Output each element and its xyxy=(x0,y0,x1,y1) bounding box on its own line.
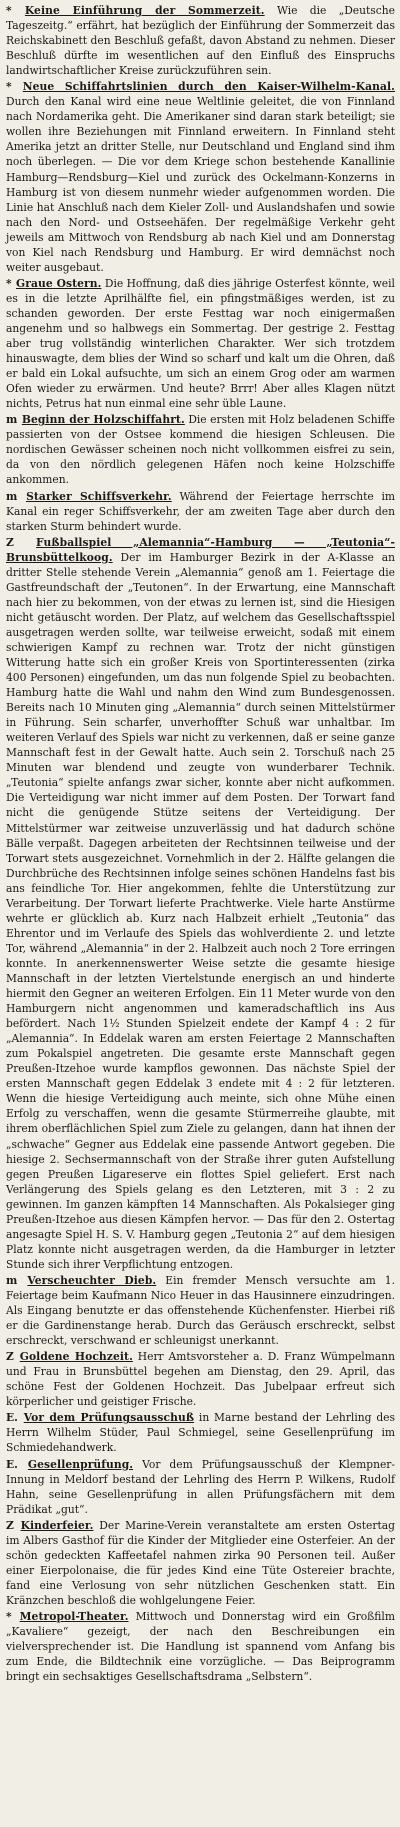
item-headline: Verscheuchter Dieb. xyxy=(27,1273,157,1287)
item-body: Durch den Kanal wird eine neue Weltlinie geleitet, die von Finnland nach Nordamerika geht. Die Amerikaner sind daran stark beteiligt; sie wollen ihre Beziehungen mit Finnland erweitern. In Finnland steht Amerika jetzt an dritter Stelle, nur Deutschland und England sind ihm noch überlegen. — Die vor dem Kriege schon bestehende Kanallinie Hamburg—Rendsburg—Kiel und zurück des Ockelmann-Konzerns in Hamburg ist von diesem nunmehr wieder aufgenommen worden. Die Linie hat Anschluß nach dem Kieler Zoll- und Auslandshafen und sowie nach den Nord- und Ostseehäfen. Der regelmäßige Verkehr geht jeweils am Mittwoch von Rendsburg ab nach Kiel und am Donnerstag von Kiel nach Rendsburg und Hamburg. Er wird demnächst noch weiter ausgebaut. xyxy=(6,95,395,274)
item-marker: m xyxy=(6,489,18,503)
news-item xyxy=(6,79,395,275)
item-marker: m xyxy=(6,1273,18,1287)
item-body: Der im Hamburger Bezirk in der A-Klasse an dritter Stelle stehende Verein „Alemannia“ genoß am 1. Feiertage die Gastfreundschaft der „Teutonen“. In der Erwartung, eine Mannschaft nach hier zu bekommen, von der etwas zu lernen ist, sind die Hiesigen nicht getäuscht worden. Der Platz, auf welchem das Gesellschaftsspiel ausgetragen werden sollte, war teilweise erweicht, sodaß mit einem schwierigen Kampf zu rechnen war. Trotz der nicht günstigen Witterung hatte sich ein großer Kreis von Sportinteressenten (zirka 400 Personen) eingefunden, um das nun folgende Spiel zu beobachten. Hamburg hatte die Wahl und nahm den Wind zum Bundesgenossen. Bereits nach 10 Minuten ging „Alemannia“ durch seinen Mittelstürmer in Führung. Sein scharfer, unverhoffter Schuß war unhaltbar. Im weiteren Verlauf des Spiels war nicht zu verkennen, daß er seine ganze Mannschaft fest in der Gewalt hatte. Auch sein 2. Torschuß nach 25 Minuten war blendend und zeugte von wunderbarer Technik. „Teutonia“ spielte anfangs zwar sicher, konnte aber nicht aufkommen. Die Verteidigung war nicht immer auf dem Posten. Der Torwart fand nicht die genügende Stütze seitens der Verteidigung. Der Mittelstürmer war zeitweise unzuverlässig und hat dadurch schöne Bälle verpaßt. Dagegen arbeiteten der Rechtsinnen teilweise und der Torwart stets ausgezeichnet. Vornehmlich in der 2. Hälfte gelangen die Durchbrüche des Rechtsinnen infolge seines schönen Handelns fast bis ans feindliche Tor. Hier angekommen, fehlte die Unterstützung zur Verarbeitung. Der Torwart lieferte Prachtwerke. Viele harte Anstürme wehrte er glücklich ab. Kurz nach Halbzeit erhielt „Teutonia“ das Ehrentor und im Verlaufe des Spiels das wohlverdiente 2. und letzte Tor, während „Alemannia“ in der 2. Halbzeit auch noch 2 Tore erringen konnte. In anerkennenswerter Weise setzte die gesamte hiesige Mannschaft in der letzten Viertelstunde energisch an und hinderte hiermit den Gegner an weiteren Erfolgen. Ein 11 Meter wurde von den Hamburgern nicht angenommen und kameradschaftlich ins Aus befördert. Nach 1½ Stunden Spielzeit endete der Kampf 4 : 2 für „Alemannia“. In Eddelak waren am ersten Feiertage 2 Mannschaften zum Pokalspiel angetreten. Die gesamte erste Mannschaft gegen Preußen-Itzehoe wurde kampflos gewonnen. Das nächste Spiel der ersten Mannschaft gegen Eddelak 3 endete mit 4 : 2 für letzteren. Wenn die hiesige Verteidigung auch meinte, sich ohne Mühe einen Erfolg zu verschaffen, wenn die gesamte Stürmerreihe glaubte, mit ihrem oberflächlichen Spiel zum Ziele zu gelangen, dann hat ihnen der „schwache“ Gegner aus Eddelak eine passende Antwort gegeben. Die hiesige 2. Sechsermannschaft von der Straße ihrer guten Aufstellung gegen Preußen Ligareserve ein flottes Spiel geliefert. Erst nach Verlängerung des Spiels gelang es den Letzteren, mit 3 : 2 zu gewinnen. Im ganzen kämpften 14 Mannschaften. Als Pokalsieger ging Preußen-Itzehoe aus diesen Kämpfen hervor. — Das für den 2. Ostertag angesagte Spiel H. S. V. Hamburg gegen „Teutonia 2“ auf dem hiesigen Platz konnte nicht ausgetragen werden, da die Hamburger in letzter Stunde sich ihrer Verpflichtung entzogen. xyxy=(6,550,395,1271)
item-body: Wie die „Deutsche Tageszeitg.“ erfährt, hat bezüglich der Einführung der Sommerzeit das Reichskabinett den Beschluß gefaßt, davon Abstand zu nehmen. Dieser Beschluß dürfte im wesentlichen auf den Einfluß des Einspruchs landwirtschaftlicher Kreise zurückzuführen sein. xyxy=(6,4,395,78)
item-body: Während der Feiertage herrschte im Kanal ein reger Schiffsverkehr, der am zweiten Tage aber durch den starken Sturm behindert wurde. xyxy=(6,489,395,533)
item-headline: Starker Schiffsverkehr. xyxy=(26,489,172,503)
item-marker: m xyxy=(6,413,18,427)
item-marker: * xyxy=(6,1609,12,1623)
item-headline: Gesellenprüfung. xyxy=(27,1457,134,1471)
news-item xyxy=(6,535,395,1272)
item-headline: Neue Schiffahrtslinien durch den Kaiser-Wilhelm-Kanal. xyxy=(22,80,395,94)
item-body: Mittwoch und Donnerstag wird ein Großfilm „Kavaliere“ gezeigt, der nach den Beschreibungen ein vielversprechender ist. Die Handlung ist spannend vom Anfang bis zum Ende, die Bildtechnik eine vorzügliche. — Das Beiprogramm bringt ein sechsaktiges Gesellschaftsdrama „Selbstern“. xyxy=(6,1609,395,1684)
item-body: Ein fremder Mensch versuchte am 1. Feiertage beim Kaufmann Nico Heuer in das Hausinnere einzudringen. Als Eingang benutzte er das offenstehende Küchenfenster. Hierbei riß er die Gardinenstange herab. Durch das Geräusch erschreckt, selbst erschreckt, verschwand er schleunigst unerkannt. xyxy=(6,1273,395,1348)
item-body: Die Hoffnung, daß dies jährige Osterfest könnte, weil es in die letzte Aprilhälfte fiel, ein pfingstmäßiges werden, ist zu schanden geworden. Der erste Festtag war noch einigermaßen angenehm und so halbwegs ein Sommertag. Der gestrige 2. Festtag aber trug vollständig winterlichen Charakter. Wer sich trotzdem hinauswagte, dem blies der Wind so scharf und kalt um die Ohren, daß er bald ein Lokal aufsuchte, um sich an einem Grog oder am warmen Ofen wieder zu erwärmen. Und heute? Brrr! Aber alles Klagen nützt nichts, Petrus hat nun einmal eine sehr üble Laune. xyxy=(6,276,395,411)
news-item xyxy=(6,1518,395,1608)
item-body: Die ersten mit Holz beladenen Schiffe passierten von der Ostsee kommend die hiesigen Schleusen. Die nordischen Gewässer scheinen noch nicht vollkommen eisfrei zu sein, da von den nördlich gelegenen Häfen noch keine Holzschiffe ankommen. xyxy=(6,413,395,487)
item-body: Vor dem Prüfungsausschuß der Klempner-Innung in Meldorf bestand der Lehrling des Herrn P. Wilkens, Rudolf Hahn, seine Gesellenprüfung in allen Prüfungsfächern mit dem Prädikat „gut“. xyxy=(6,1457,395,1516)
item-headline: Keine Einführung der Sommerzeit. xyxy=(24,4,265,17)
item-body: Der Marine-Verein veranstaltete am ersten Ostertag im Albers Gasthof für die Kinder der Mitglieder eine Osterfeier. An der schön gedeckten Kaffeetafel nahmen zirka 90 Personen teil. Außer einer Eierpolonaise, die für jedes Kind eine Tüte Ostereier brachte, fand eine Verlosung von sehr nützlichen Geschenken statt. Ein Kränzchen beschloß die wohlgelungene Feier. xyxy=(6,1518,395,1607)
news-item xyxy=(6,489,395,534)
item-marker: * xyxy=(6,4,12,17)
item-headline: Vor dem Prüfungsausschuß xyxy=(23,1411,195,1425)
item-headline: Fußballspiel „Alemannia“-Hamburg — „Teutonia“-Brunsbüttelkoog. xyxy=(6,535,395,564)
news-item xyxy=(6,1349,395,1409)
item-body: in Marne bestand der Lehrling des Herrn Wilhelm Stüder, Paul Schmiegel, seine Gesellenprüfung im Schmiedehandwerk. xyxy=(6,1411,395,1455)
item-marker: Z xyxy=(6,1350,14,1364)
item-headline: Kinderfeier. xyxy=(20,1518,94,1532)
item-marker: * xyxy=(6,276,12,290)
news-item xyxy=(6,1609,395,1684)
news-item xyxy=(6,1273,395,1348)
item-headline: Metropol-Theater. xyxy=(19,1609,129,1623)
item-marker: * xyxy=(6,80,12,94)
item-headline: Graue Ostern. xyxy=(16,276,102,290)
item-marker: E. xyxy=(6,1411,18,1425)
item-marker: Z xyxy=(6,535,14,549)
item-body: Herr Amtsvorsteher a. D. Franz Wümpelmann und Frau in Brunsbüttel begehen am Dienstag, den 29. April, das schöne Fest der Goldenen Hochzeit. Das Jubelpaar erfreut sich körperlicher und geistiger Frische. xyxy=(6,1350,395,1409)
item-headline: Beginn der Holzschiffahrt. xyxy=(21,413,185,427)
item-headline: Goldene Hochzeit. xyxy=(19,1350,133,1364)
news-item xyxy=(6,276,395,411)
news-item xyxy=(6,412,395,487)
item-marker: Z xyxy=(6,1518,14,1532)
item-marker: E. xyxy=(6,1457,18,1471)
news-item xyxy=(6,1410,395,1455)
news-item xyxy=(6,1457,395,1517)
news-item xyxy=(6,3,395,78)
